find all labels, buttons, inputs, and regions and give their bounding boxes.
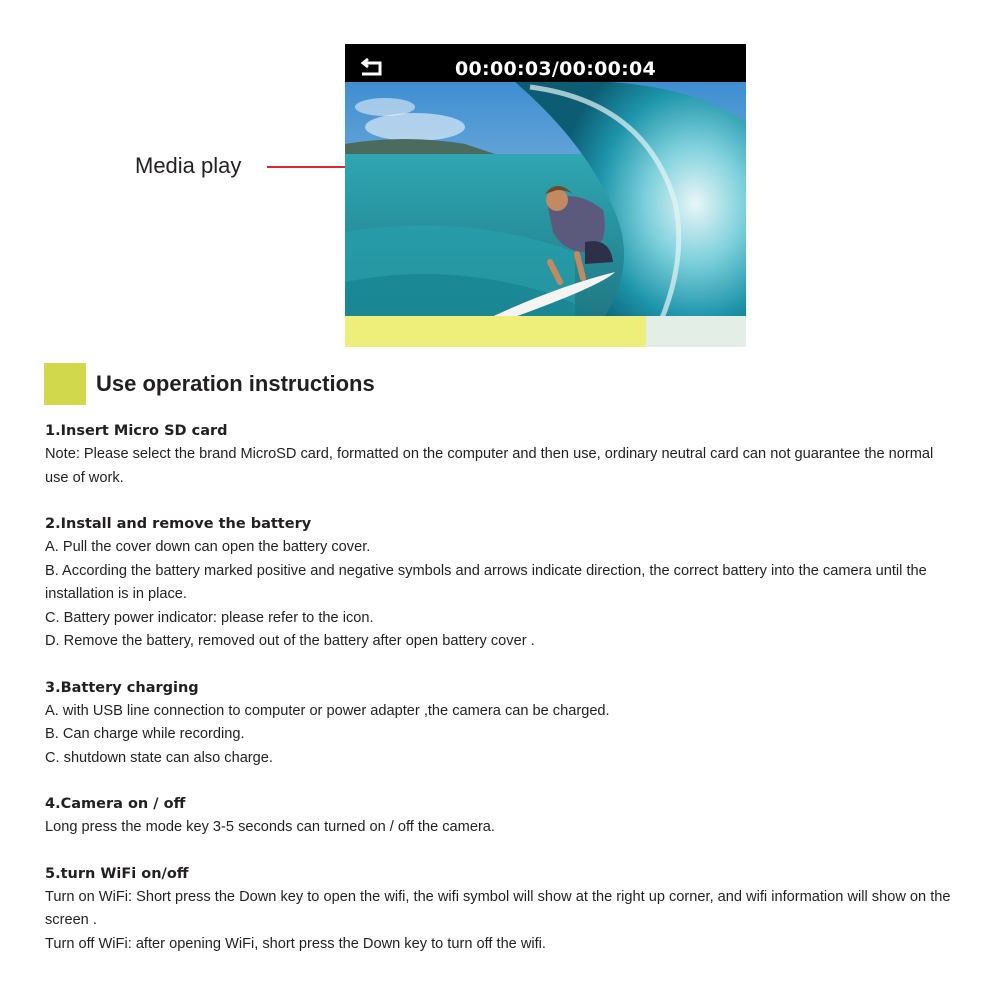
step-line: C. shutdown state can also charge.: [45, 749, 273, 766]
step-charging: [45, 677, 960, 771]
status-bar: [345, 44, 746, 82]
playback-progress[interactable]: [345, 316, 746, 347]
step-title: 1.Insert Micro SD card: [45, 423, 228, 439]
step-line: B. According the battery marked positive and negative symbols and arrows indicate direction, the correct battery into the camera until the installation is in place.: [45, 562, 927, 602]
step-title: 4.Camera on / off: [45, 796, 186, 812]
figure-label: Media play: [135, 153, 242, 178]
step-battery: [45, 513, 960, 654]
step-power: [45, 793, 960, 840]
step-line: Note: Please select the brand MicroSD card, formatted on the computer and then use, ordinary neutral card can not guarantee the normal use of work.: [45, 446, 934, 486]
camera-screen: [345, 44, 746, 347]
step-title: 3.Battery charging: [45, 679, 199, 696]
playback-progress-fill: [345, 316, 646, 347]
section-marker: [44, 363, 86, 405]
step-line: B. Can charge while recording.: [45, 726, 245, 742]
instructions: [45, 420, 960, 979]
step-line: Long press the mode key 3-5 seconds can turned on / off the camera.: [45, 819, 495, 835]
step-line: C. Battery power indicator: please refer to the icon.: [45, 609, 374, 626]
step-line: D. Remove the battery, removed out of the battery after open battery cover .: [45, 633, 535, 649]
step-wifi: [45, 863, 960, 957]
step-title: 2.Install and remove the battery: [45, 516, 312, 532]
step-line: A. with USB line connection to computer or power adapter ,the camera can be charged.: [45, 702, 610, 719]
section-title: Use operation instructions: [96, 371, 375, 396]
step-line: Turn on WiFi: Short press the Down key to open the wifi, the wifi symbol will show at the right up corner, and wifi information will show on the screen .: [45, 888, 951, 928]
video-frame: [345, 82, 746, 347]
playback-timecode: 00:00:03/00:00:04: [455, 58, 657, 80]
step-insert-sd: [45, 420, 960, 490]
back-arrow-icon[interactable]: [359, 57, 385, 77]
step-line: Turn off WiFi: after opening WiFi, short press the Down key to turn off the wifi.: [45, 935, 546, 952]
step-title: 5.turn WiFi on/off: [45, 865, 189, 882]
step-line: A. Pull the cover down can open the battery cover.: [45, 539, 371, 555]
